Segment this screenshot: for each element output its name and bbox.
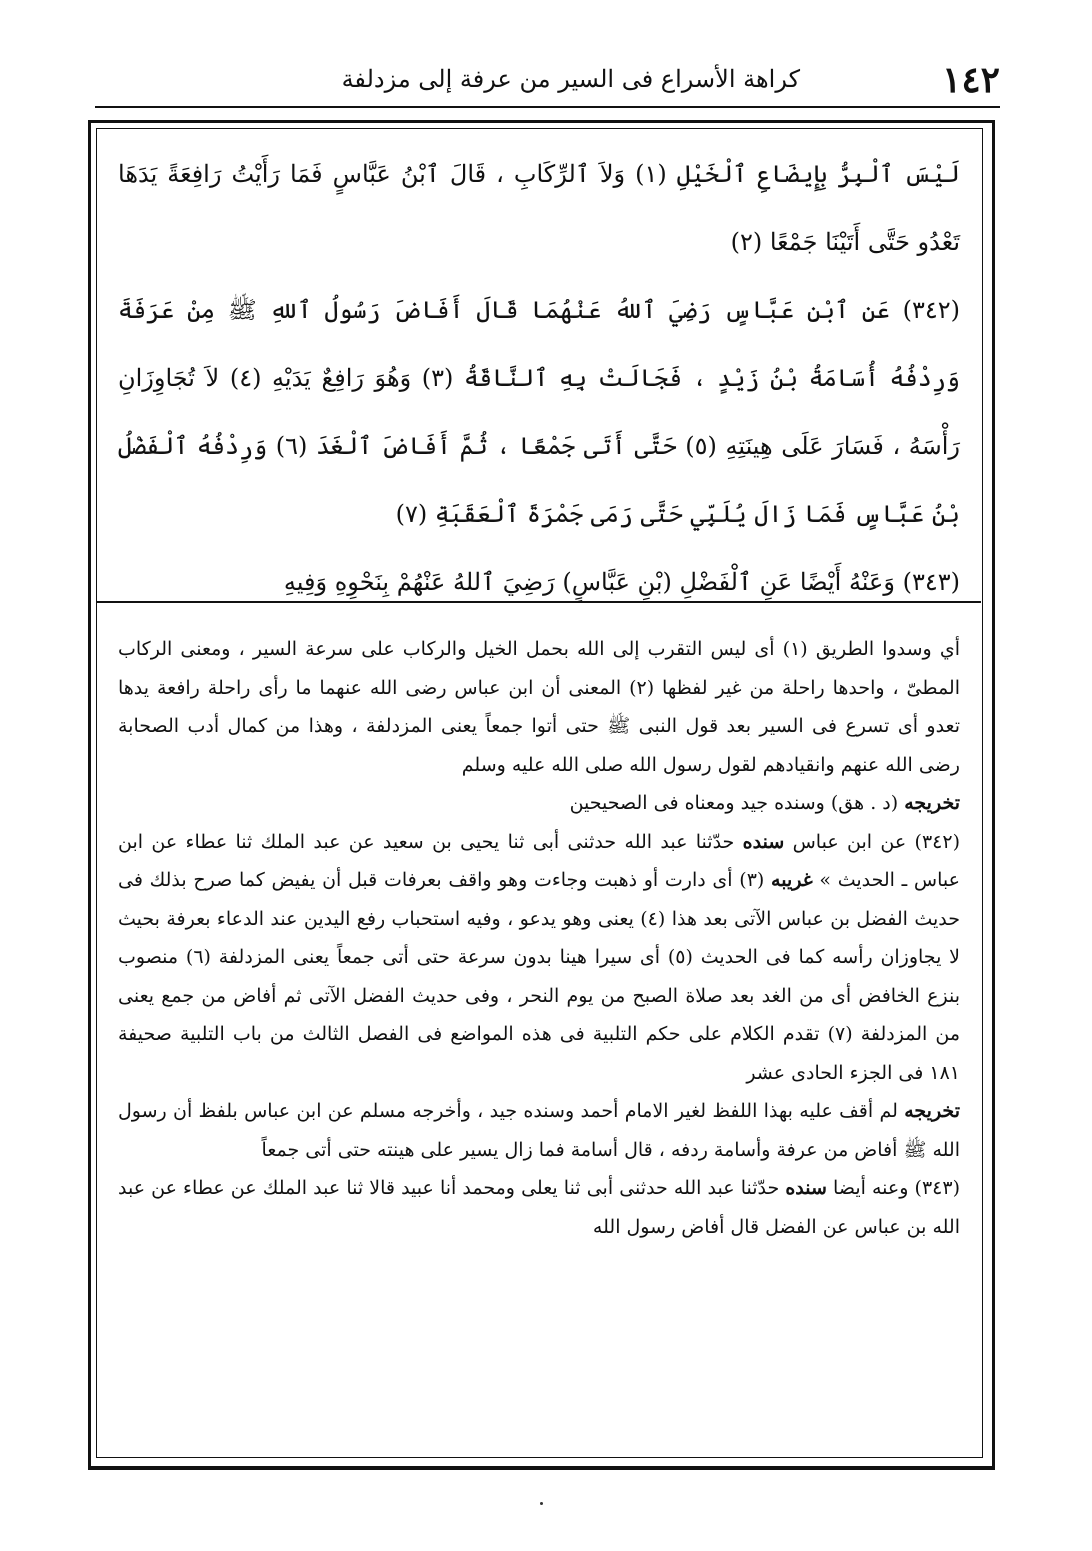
- takhrij-tag: تخريجه: [904, 792, 960, 814]
- hadith-paragraph: لَيْسَ ٱلْبِرُّ بِإِيضَاعِ ٱلْخَيْلِ (١) وَلاَ ٱلرِّكَابِ ، قَالَ ٱبْنُ عَبَّاسٍ فَمَا رَأَيْتُ رَافِعَةً يَدَهَا تَعْدُو حَتَّى أَتَيْنَا جَمْعًا (٢): [118, 160, 960, 256]
- page-number: ١٤٢: [941, 59, 1000, 101]
- commentary-text: (د . هق) وسنده جيد ومعناه فى الصحيحين: [569, 792, 899, 814]
- sanad-tag: سنده: [742, 830, 785, 853]
- gharib-tag: غريبه: [771, 869, 813, 891]
- hadith-number-ref: (٣٤٢) عن ابن عباس: [792, 830, 960, 853]
- commentary-paragraph: أي وسدوا الطريق (١) أى ليس التقرب إلى الله بحمل الخيل والركاب على سرعة السير ، ومعنى الركاب المطىّ ، واحدها راحلة من غير لفظها (٢) المعنى أن ابن عباس رضى الله عنهما ما رأى راحلة رافعة يدها تعدو أى تسرع فى السير بعد قول النبى ﷺ حتى أتوا جمعاً يعنى المزدلفة ، وهذا من كمال أدب الصحابة رضى الله عنهم وانقيادهم لقول رسول الله صلى الله عليه وسلم: [118, 638, 960, 776]
- footer-rule: [88, 1466, 995, 1468]
- section-divider: [96, 601, 981, 603]
- takhrij-tag: تخريجه: [904, 1100, 960, 1122]
- commentary-paragraph: [118, 823, 960, 1093]
- commentary-paragraph: [118, 1092, 960, 1169]
- commentary-paragraph: [118, 784, 960, 823]
- footer-mark: [540, 1502, 543, 1505]
- commentary-text: لم أقف عليه بهذا اللفظ لغير الامام أحمد وسنده جيد ، وأخرجه مسلم عن ابن عباس بلفظ أن رسول الله ﷺ أفاض من عرفة وأسامة ردفه ، قال أسامة فما زال يسير على هينته حتى أتى جمعاً: [118, 1100, 960, 1161]
- page-header: [95, 55, 1000, 107]
- commentary-text: حدّثنا عبد الله حدثنى أبى ثنا يحيى بن سعيد عن عبد الملك ثنا عطاء عن ابن عباس ـ الحديث »: [118, 830, 960, 891]
- sanad-tag: سنده: [785, 1177, 827, 1199]
- hadith-paragraph: (٣٤٣) وَعَنْهُ أَيْضًا عَنِ ٱلْفَضْلِ (بْنِ عَبَّاسٍ) رَضِيَ ٱللهُ عَنْهُمْ بِنَحْوِهِ وَفِيهِ: [283, 568, 960, 596]
- hadith-text-block: [118, 140, 961, 596]
- running-title: كراهة الأسراع فى السير من عرفة إلى مزدلفة: [341, 65, 800, 93]
- commentary-text: (٣) أى دارت أو ذهبت وجاءت وهو واقف بعرفات قبل أن يفيض كما صرح بذلك فى حديث الفضل بن عباس الآتى بعد هذا (٤) يعنى وهو يدعو ، وفيه استحباب رفع اليدين عند الدعاء بعرفة بحيث لا يجاوزان رأسه كما فى الحديث (٥) أى سيرا هينا بدون سرعة حتى أتى جمعاً يعنى المزدلفة (٦) منصوب بنزع الخافض أى من الغد بعد صلاة الصبح من يوم النحر ، وفى حديث الفضل الآتى ثم أفاض من جمع يعنى من المزدلفة (٧) تقدم الكلام على حكم التلبية فى هذه المواضع فى الفصل الثالث من باب التلبية صحيفة ١٨١ فى الجزء الحادى عشر: [118, 869, 960, 1084]
- hadith-paragraph: (٣٤٢) عَنِ ٱبْنِ عَبَّاسٍ رَضِيَ ٱللهُ عَنْهُمَا قَالَ أَفَاضَ رَسُولُ ٱللهِ ﷺ مِنْ عَرَفَةَ وَرِدْفُهُ أُسَامَةُ بْنُ زَيْدٍ ، فَجَالَتْ بِهِ ٱلنَّاقَةُ (٣) وَهُوَ رَافِعٌ يَدَيْهِ (٤) لاَ تُجَاوِزَانِ رَأْسَهُ ، فَسَارَ عَلَى هِينَتِهِ (٥) حَتَّى أَتَى جَمْعًا ، ثُمَّ أَفَاضَ ٱلْغَدَ (٦) وَرِدْفُهُ ٱلْفَضْلُ بْنُ عَبَّاسٍ فَمَا زَالَ يُلَبِّي حَتَّى رَمَى جَمْرَةَ ٱلْعَقَبَةِ (٧): [118, 296, 961, 528]
- commentary-text: حدّثنا عبد الله حدثنى أبى ثنا يعلى ومحمد أنا عبيد قالا ثنا عبد الملك عن عطاء عن عبد الله بن عباس عن الفضل قال أفاض رسول الله: [118, 1177, 960, 1238]
- hadith-number-ref: (٣٤٣) وعنه أيضا: [833, 1177, 960, 1199]
- commentary-paragraph: [118, 1169, 960, 1246]
- header-rule: [95, 106, 1000, 108]
- commentary-block: [118, 630, 960, 1450]
